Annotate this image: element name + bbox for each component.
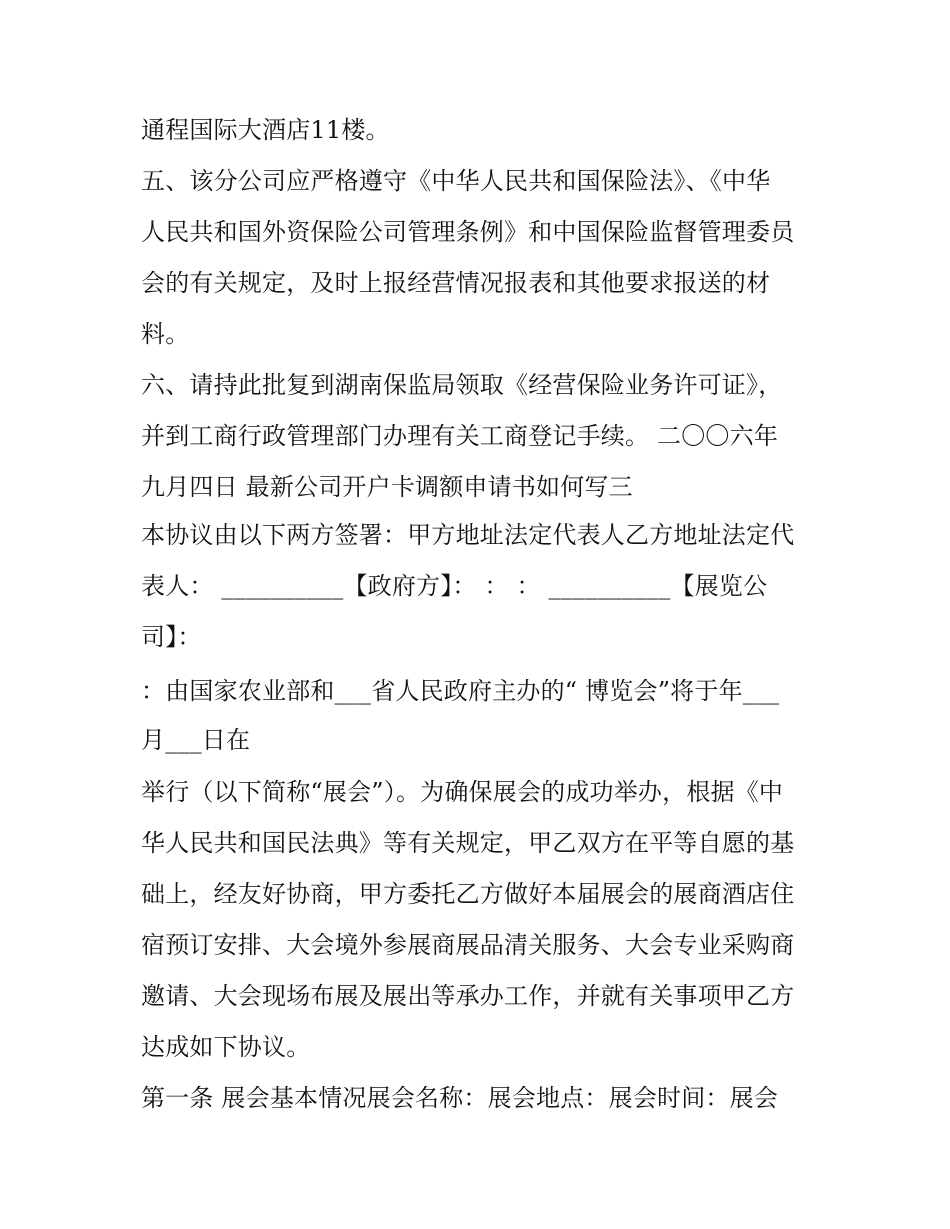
text-line: 宿预订安排、大会境外参展商展品清关服务、大会专业采购商: [141, 931, 795, 959]
text-line: 邀请、大会现场布展及展出等承办工作，并就有关事项甲乙方: [141, 982, 795, 1010]
text-line: 本协议由以下两方签署：甲方地址法定代表人乙方地址法定代: [141, 521, 795, 549]
text-line: 第一条 展会基本情况展会名称：展会地点：展会时间：展会: [141, 1084, 779, 1112]
text-line: 举行（以下简称“展会”）。为确保展会的成功举办，根据《中: [141, 778, 784, 806]
text-line: 会的有关规定，及时上报经营情况报表和其他要求报送的材: [141, 269, 771, 297]
text-line: 华人民共和国民法典》等有关规定，甲乙双方在平等自愿的基: [141, 829, 795, 857]
text-line: 通程国际大酒店11楼。: [141, 116, 390, 144]
text-line: 人民共和国外资保险公司管理条例》和中国保险监督管理委员: [141, 218, 795, 246]
text-line: 料。: [141, 320, 190, 348]
text-line: 达成如下协议。: [141, 1033, 311, 1061]
text-line: ：由国家农业部和___省人民政府主办的“ 博览会”将于年___: [141, 677, 780, 705]
text-line: 并到工商行政管理部门办理有关工商登记手续。 二〇〇六年: [141, 422, 779, 450]
text-line: 础上，经友好协商，甲方委托乙方做好本届展会的展商酒店住: [141, 880, 795, 908]
text-line: 表人： __________【政府方】： ： ： __________【展览公: [141, 572, 768, 600]
text-line: 六、请持此批复到湖南保监局领取《经营保险业务许可证》，: [141, 371, 783, 399]
text-line: 五、该分公司应严格遵守《中华人民共和国保险法》、《中华: [141, 167, 771, 195]
text-line: 月___日在: [141, 726, 251, 754]
text-line: 九月四日 最新公司开户卡调额申请书如何写三: [141, 473, 633, 501]
text-line: 司】：: [141, 623, 202, 651]
